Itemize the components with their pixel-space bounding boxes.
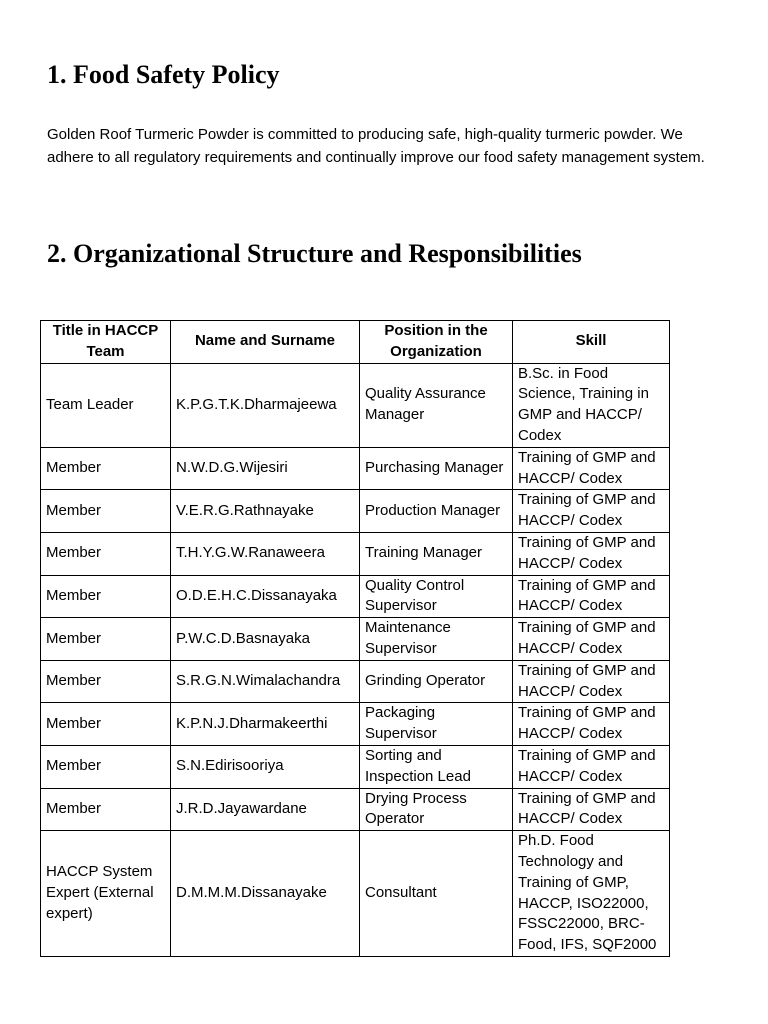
table-row [41,575,670,618]
cell-name: T.H.Y.G.W.Ranaweera [171,532,360,575]
cell-title: Member [41,788,171,831]
cell-position: Purchasing Manager [360,447,513,490]
cell-name: S.N.Edirisooriya [171,745,360,788]
cell-title: Member [41,575,171,618]
cell-name: K.P.N.J.Dharmakeerthi [171,703,360,746]
column-header-skill: Skill [513,321,670,364]
cell-position: Training Manager [360,532,513,575]
column-header-name: Name and Surname [171,321,360,364]
cell-skill: B.Sc. in Food Science, Training in GMP and HACCP/ Codex [513,363,670,447]
cell-title: Team Leader [41,363,171,447]
table-row [41,363,670,447]
cell-title: Member [41,703,171,746]
cell-title: Member [41,532,171,575]
cell-skill: Ph.D. Food Technology and Training of GMP, HACCP, ISO22000, FSSC22000, BRC-Food, IFS, SQF2000 [513,831,670,957]
cell-name: K.P.G.T.K.Dharmajeewa [171,363,360,447]
haccp-team-table [40,320,670,957]
cell-name: D.M.M.M.Dissanayake [171,831,360,957]
table-row [41,788,670,831]
cell-skill: Training of GMP and HACCP/ Codex [513,660,670,703]
section-heading-org-structure: 2. Organizational Structure and Responsibilities [47,239,582,268]
table-row [41,490,670,533]
cell-name: V.E.R.G.Rathnayake [171,490,360,533]
table-row [41,831,670,957]
cell-skill: Training of GMP and HACCP/ Codex [513,575,670,618]
cell-position: Sorting and Inspection Lead [360,745,513,788]
cell-skill: Training of GMP and HACCP/ Codex [513,532,670,575]
cell-name: P.W.C.D.Basnayaka [171,618,360,661]
column-header-position: Position in the Organization [360,321,513,364]
cell-skill: Training of GMP and HACCP/ Codex [513,788,670,831]
cell-position: Maintenance Supervisor [360,618,513,661]
cell-title: HACCP System Expert (External expert) [41,831,171,957]
cell-skill: Training of GMP and HACCP/ Codex [513,745,670,788]
cell-position: Consultant [360,831,513,957]
table-row [41,618,670,661]
cell-position: Quality Assurance Manager [360,363,513,447]
cell-position: Production Manager [360,490,513,533]
cell-name: S.R.G.N.Wimalachandra [171,660,360,703]
cell-skill: Training of GMP and HACCP/ Codex [513,703,670,746]
cell-position: Packaging Supervisor [360,703,513,746]
cell-name: J.R.D.Jayawardane [171,788,360,831]
cell-title: Member [41,447,171,490]
cell-name: N.W.D.G.Wijesiri [171,447,360,490]
table-row [41,532,670,575]
policy-paragraph: Golden Roof Turmeric Powder is committed to producing safe, high-quality turmeric powder. We adhere to all regulatory requirements and continually improve our food safety management system. [47,126,705,166]
cell-skill: Training of GMP and HACCP/ Codex [513,618,670,661]
cell-position: Quality Control Supervisor [360,575,513,618]
cell-title: Member [41,660,171,703]
table-row [41,660,670,703]
cell-skill: Training of GMP and HACCP/ Codex [513,447,670,490]
table-row [41,745,670,788]
cell-name: O.D.E.H.C.Dissanayaka [171,575,360,618]
cell-title: Member [41,745,171,788]
table-row [41,703,670,746]
cell-skill: Training of GMP and HACCP/ Codex [513,490,670,533]
table-row [41,447,670,490]
cell-position: Grinding Operator [360,660,513,703]
cell-title: Member [41,618,171,661]
table-header-row [41,321,670,364]
cell-title: Member [41,490,171,533]
cell-position: Drying Process Operator [360,788,513,831]
section-heading-food-safety-policy: 1. Food Safety Policy [47,60,280,89]
column-header-title: Title in HACCP Team [41,321,171,364]
